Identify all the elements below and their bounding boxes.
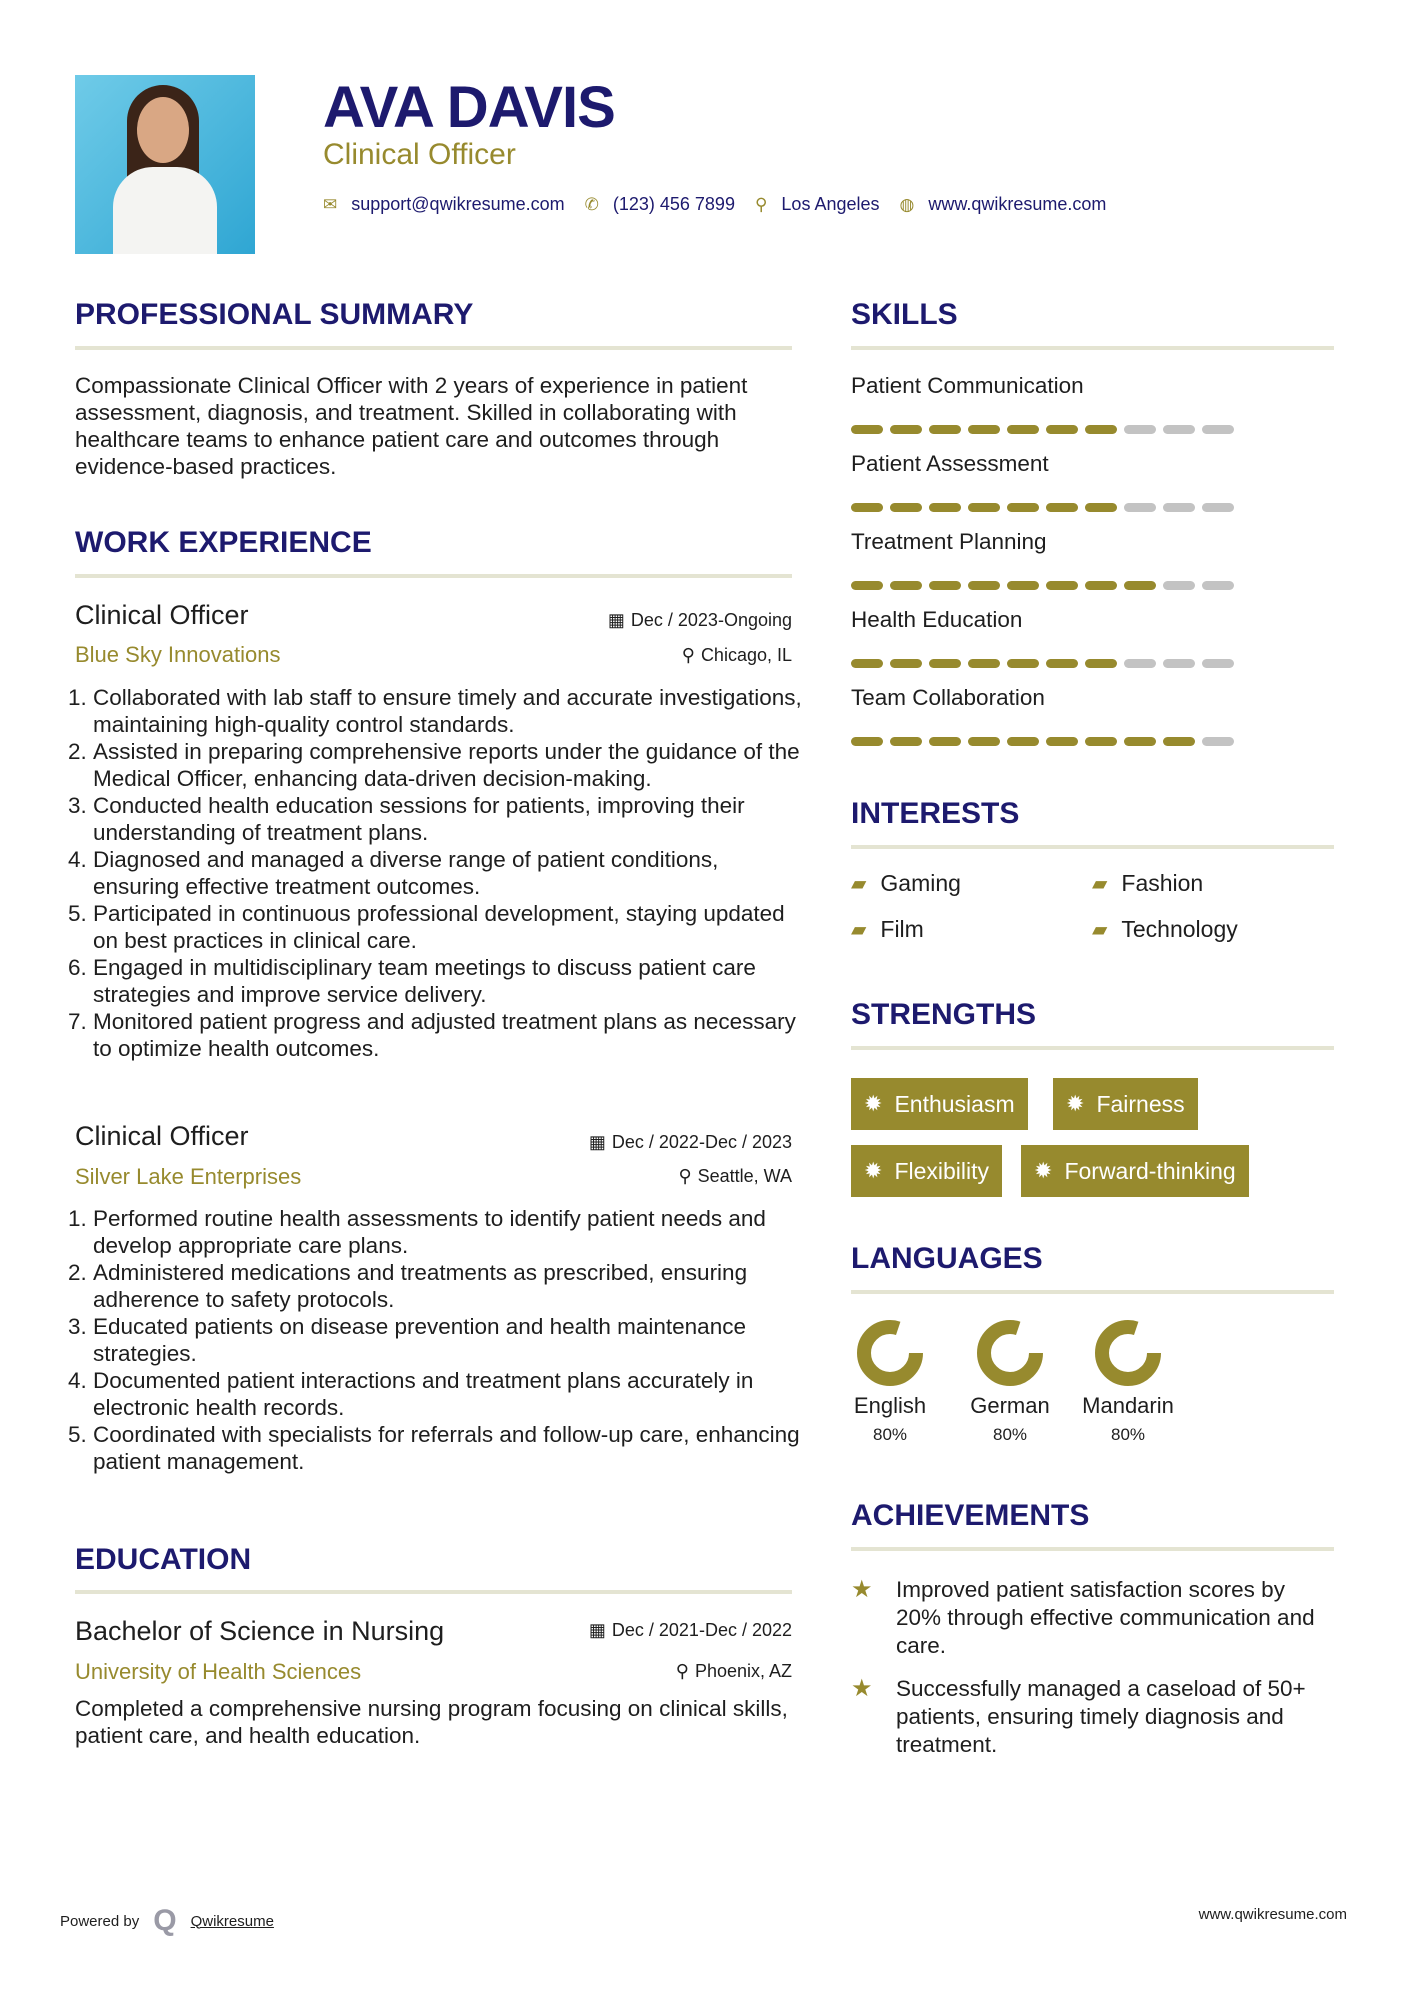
skill-dash-empty [1202, 503, 1234, 512]
badge-icon: ✹ [1034, 1158, 1053, 1183]
skill-dash-filled [851, 737, 883, 746]
school: University of Health Sciences [75, 1659, 362, 1684]
powered-by-label: Powered by [60, 1912, 140, 1930]
bullet: 5. Coordinated with specialists for referrals and follow-up care, enhancing patient management. [93, 1421, 803, 1475]
skill-dash-filled [968, 581, 1000, 590]
bullet: 6. Engaged in multidisciplinary team meetings to discuss patient care strategies and improve service delivery. [93, 954, 803, 1008]
badge-icon: ✹ [864, 1091, 883, 1116]
book-icon: ▰ [851, 919, 867, 941]
star-icon: ★ [851, 1576, 873, 1603]
language-name: English [853, 1393, 927, 1418]
skill-dash-filled [1124, 737, 1156, 746]
language-percent: 80% [1110, 1425, 1146, 1444]
footer-powered [60, 1904, 274, 1938]
calendar-icon: ▦ [588, 1132, 606, 1152]
job-location-text: Seattle, WA [697, 1166, 792, 1186]
job-date [589, 1132, 792, 1153]
skill-dash-filled [1007, 425, 1039, 434]
star-icon: ★ [851, 1675, 873, 1702]
skill-dash-empty [1163, 503, 1195, 512]
bullet: 4. Documented patient interactions and treatment plans accurately in electronic health records. [93, 1367, 803, 1421]
strength-label: Enthusiasm [894, 1090, 1015, 1117]
skill-dash-filled [1046, 581, 1078, 590]
skill-dash-filled [890, 659, 922, 668]
phone-icon: ✆ [584, 194, 599, 214]
skill-dash-filled [1046, 659, 1078, 668]
interest-label: Gaming [880, 870, 961, 896]
strength-label: Forward-thinking [1064, 1157, 1236, 1184]
job-date-text: Dec / 2023-Ongoing [630, 610, 792, 630]
languages-heading: LANGUAGES [851, 1242, 1043, 1275]
skill-dash-filled [851, 581, 883, 590]
education-text: Completed a comprehensive nursing program focusing on clinical skills, patient care, and health education. [75, 1696, 788, 1748]
strength-tag [851, 1145, 1002, 1197]
skill-dash-filled [1085, 737, 1117, 746]
skill-dash-filled [1007, 581, 1039, 590]
achievement-item [851, 1675, 1334, 1759]
job-title: Clinical Officer [75, 600, 249, 630]
strengths-heading: STRENGTHS [851, 998, 1037, 1031]
skill-dash-empty [1124, 425, 1156, 434]
badge-icon: ✹ [864, 1158, 883, 1183]
contact-bar [323, 194, 1126, 215]
skill-name: Team Collaboration [851, 685, 1045, 710]
skill-name: Health Education [851, 607, 1023, 632]
divider [851, 1046, 1334, 1050]
skill-name: Patient Communication [851, 373, 1084, 398]
contact-location: Los Angeles [781, 194, 880, 214]
interest-item [1092, 870, 1203, 897]
language-progress-ring [855, 1318, 925, 1388]
skill-dash-empty [1202, 425, 1234, 434]
contact-website[interactable]: www.qwikresume.com [928, 194, 1107, 214]
skill-dash-empty [1124, 503, 1156, 512]
skill-dash-filled [890, 581, 922, 590]
bullet: 1. Collaborated with lab staff to ensure timely and accurate investigations, maintaining high-quality control standards. [93, 684, 803, 738]
strength-tag [1021, 1145, 1249, 1197]
language-percent: 80% [872, 1425, 908, 1444]
interest-item [851, 870, 961, 897]
bullet: 3. Conducted health education sessions for patients, improving their understanding of treatment plans. [93, 792, 803, 846]
candidate-name: AVA DAVIS [323, 75, 615, 140]
strength-tag [1053, 1078, 1198, 1130]
skill-dash-filled [968, 659, 1000, 668]
education-date-text: Dec / 2021-Dec / 2022 [611, 1620, 792, 1640]
skill-dash-filled [968, 425, 1000, 434]
skill-dash-filled [1085, 425, 1117, 434]
interest-label: Fashion [1121, 870, 1204, 896]
skill-level-bar [851, 581, 1234, 590]
divider [851, 845, 1334, 849]
contact-phone[interactable]: (123) 456 7899 [612, 194, 735, 214]
envelope-icon: ✉ [323, 194, 338, 214]
skill-level-bar [851, 737, 1234, 746]
interest-item [1092, 916, 1238, 943]
job-date [608, 610, 792, 631]
book-icon: ▰ [1092, 919, 1108, 941]
pin-icon: ⚲ [681, 645, 695, 665]
divider [851, 1290, 1334, 1294]
skill-dash-filled [1163, 737, 1195, 746]
skill-dash-empty [1202, 737, 1234, 746]
skill-dash-filled [1046, 503, 1078, 512]
language-name: German [970, 1393, 1050, 1418]
bullet: 1. Performed routine health assessments to identify patient needs and develop appropriate care plans. [93, 1205, 803, 1259]
skill-dash-filled [929, 425, 961, 434]
skill-dash-empty [1163, 425, 1195, 434]
book-icon: ▰ [1092, 873, 1108, 895]
language-percent: 80% [992, 1425, 1028, 1444]
skill-dash-filled [1085, 503, 1117, 512]
job-location-text: Chicago, IL [700, 645, 792, 665]
job-location [682, 645, 792, 666]
skill-dash-filled [1085, 659, 1117, 668]
bullet: 7. Monitored patient progress and adjusted treatment plans as necessary to optimize health outcomes. [93, 1008, 803, 1062]
skill-dash-filled [1046, 425, 1078, 434]
strength-label: Fairness [1096, 1090, 1185, 1117]
job-company: Blue Sky Innovations [75, 642, 281, 667]
experience-heading: WORK EXPERIENCE [75, 526, 372, 559]
skill-dash-filled [968, 737, 1000, 746]
degree: Bachelor of Science in Nursing [75, 1616, 445, 1646]
contact-email[interactable]: support@qwikresume.com [351, 194, 565, 214]
interests-heading: INTERESTS [851, 797, 1020, 830]
skill-dash-filled [1046, 737, 1078, 746]
skill-dash-filled [851, 425, 883, 434]
skill-dash-filled [1085, 581, 1117, 590]
brand-link[interactable]: Qwikresume [190, 1912, 274, 1930]
summary-text: Compassionate Clinical Officer with 2 years of experience in patient assessment, diagnosis, and treatment. Skilled in collaborating with healthcare teams to enhance patient care and outcomes through evidence-based practices. [75, 373, 748, 479]
language-progress-ring [975, 1318, 1045, 1388]
skill-dash-filled [1007, 737, 1039, 746]
interest-label: Technology [1121, 916, 1238, 942]
pin-icon: ⚲ [675, 1661, 689, 1681]
skill-dash-filled [968, 503, 1000, 512]
language-progress-ring [1093, 1318, 1163, 1388]
skill-dash-filled [929, 581, 961, 590]
strength-label: Flexibility [894, 1157, 990, 1184]
education-heading: EDUCATION [75, 1543, 252, 1576]
strength-tag [851, 1078, 1028, 1130]
skill-dash-filled [851, 659, 883, 668]
profile-photo [75, 75, 255, 254]
achievement-item [851, 1576, 1334, 1660]
calendar-icon: ▦ [588, 1620, 606, 1640]
achievements-heading: ACHIEVEMENTS [851, 1499, 1090, 1532]
book-icon: ▰ [851, 873, 867, 895]
skill-name: Treatment Planning [851, 529, 1047, 554]
skill-dash-filled [1007, 659, 1039, 668]
skill-dash-filled [929, 659, 961, 668]
skill-dash-empty [1202, 581, 1234, 590]
education-location [676, 1661, 792, 1682]
divider [75, 346, 792, 350]
skill-dash-empty [1202, 659, 1234, 668]
badge-icon: ✹ [1066, 1091, 1085, 1116]
skill-dash-filled [851, 503, 883, 512]
bullet: 2. Administered medications and treatments as prescribed, ensuring adherence to safety protocols. [93, 1259, 803, 1313]
skill-dash-filled [929, 737, 961, 746]
language-item [840, 1318, 940, 1445]
skill-dash-filled [929, 503, 961, 512]
skills-heading: SKILLS [851, 298, 958, 331]
job-company: Silver Lake Enterprises [75, 1164, 302, 1189]
language-name: Mandarin [1082, 1393, 1174, 1418]
interest-label: Film [880, 916, 924, 942]
divider [851, 1547, 1334, 1551]
divider [851, 346, 1334, 350]
skill-dash-filled [1007, 503, 1039, 512]
footer-url[interactable]: www.qwikresume.com [1198, 1906, 1347, 1923]
divider [75, 1590, 792, 1594]
skill-level-bar [851, 503, 1234, 512]
divider [75, 574, 792, 578]
job-bullets [75, 1205, 803, 1475]
achievement-text: Successfully managed a caseload of 50+ patients, ensuring timely diagnosis and treatment. [896, 1676, 1306, 1757]
achievement-text: Improved patient satisfaction scores by 20% through effective communication and care. [896, 1577, 1315, 1658]
calendar-icon: ▦ [607, 610, 625, 630]
candidate-title: Clinical Officer [323, 138, 516, 171]
summary-heading: PROFESSIONAL SUMMARY [75, 298, 474, 331]
job-location [678, 1166, 792, 1187]
job-date-text: Dec / 2022-Dec / 2023 [611, 1132, 792, 1152]
pin-icon: ⚲ [678, 1166, 692, 1186]
bullet: 5. Participated in continuous professional development, staying updated on best practices in clinical care. [93, 900, 803, 954]
bullet: 2. Assisted in preparing comprehensive reports under the guidance of the Medical Officer, enhancing data-driven decision-making. [93, 738, 803, 792]
bullet: 3. Educated patients on disease prevention and health maintenance strategies. [93, 1313, 803, 1367]
skill-dash-filled [890, 425, 922, 434]
language-item [1078, 1318, 1178, 1445]
job-title: Clinical Officer [75, 1121, 249, 1151]
qwikresume-logo-icon: Q [153, 1904, 177, 1937]
language-item [960, 1318, 1060, 1445]
skill-name: Patient Assessment [851, 451, 1049, 476]
map-marker-icon: ⚲ [754, 194, 768, 214]
skill-dash-filled [1124, 581, 1156, 590]
job-bullets [75, 684, 803, 1062]
globe-icon: ◍ [899, 194, 915, 214]
education-date [589, 1620, 792, 1641]
skill-dash-filled [890, 737, 922, 746]
skill-dash-empty [1163, 581, 1195, 590]
bullet: 4. Diagnosed and managed a diverse range of patient conditions, ensuring effective treatment outcomes. [93, 846, 803, 900]
skill-level-bar [851, 425, 1234, 434]
skill-dash-empty [1163, 659, 1195, 668]
skill-level-bar [851, 659, 1234, 668]
skill-dash-empty [1124, 659, 1156, 668]
skill-dash-filled [890, 503, 922, 512]
education-location-text: Phoenix, AZ [694, 1661, 792, 1681]
interest-item [851, 916, 924, 943]
